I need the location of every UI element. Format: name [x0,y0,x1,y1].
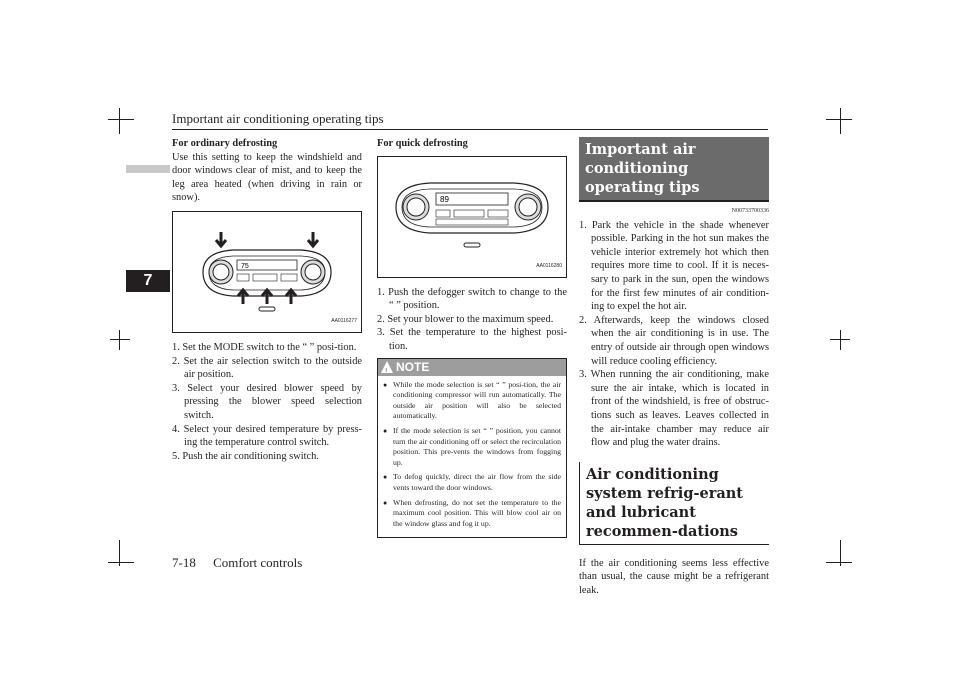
list-item: ● To defog quickly, direct the air flow from the side vents toward the door windows. [383,472,561,493]
display-temp: 89 [440,194,449,204]
warning-icon [381,361,393,373]
control-panel-figure [377,156,567,278]
running-header: Important air conditioning operating tips [172,111,384,126]
list-item: 3. When running the air conditioning, make sure the air intake, which is located in front of the windshield, is free of obstruc-tions such as leaves. Leaves collected in the air-intake chamber may reduce air flow and plug the water drains. [579,369,769,449]
steps-list [172,341,362,463]
crop-mark [840,108,841,134]
crop-mark [830,339,850,340]
list-item: 3. Select your desired blower speed by pressing the blower speed selection switch. [172,382,362,421]
column-operating-tips [579,137,769,597]
control-panel-figure [172,211,362,333]
note-header [378,359,566,376]
chapter-tab: 7 [126,270,170,292]
list-item: 4. Select your desired temperature by press-ing the temperature control switch. [172,423,362,449]
column-quick-defrosting [377,137,567,538]
climate-panel-illustration [173,212,361,332]
list-item: 2. Afterwards, keep the windows closed when the air conditioning is in use. The entry of outside air through open windows will reduce cooling efficiency. [579,314,769,367]
list-item: 1. Push the defogger switch to change to the “ ” position. [377,286,567,312]
crop-mark [119,108,120,134]
list-item: 1. Park the vehicle in the shade whenever possible. Parking in the hot sun makes the vehicle interior extremely hot which then requires more time to cool. If it is neces-sary to park in the sun, open the windows for the first few minutes of air condition-ing to expel the hot air. [579,219,769,313]
figure-code: AA0116280 [536,263,562,269]
list-item: 5. Push the air conditioning switch. [172,450,319,462]
reference-code: N00733700336 [731,208,769,214]
crop-mark [826,562,852,563]
section-title: Important air conditioning operating tips [579,137,769,202]
list-item: ● While the mode selection is set “ ” posi-tion, the air conditioning compressor will run automatically. The outside air position will also be selected automatically. [383,380,561,422]
list-item: 3. Set the temperature to the highest posi-tion. [377,327,567,352]
crop-mark [119,330,120,350]
tips-list [579,219,769,450]
crop-mark [110,339,130,340]
section-name: Comfort controls [213,555,303,570]
list-item: ● When defrosting, do not set the temperature to the maximum cool position. This will blow cool air on the window glass and fog it up. [383,498,561,530]
figure-code: AA0116277 [331,318,357,325]
crop-mark [840,330,841,350]
column-ordinary-defrosting [172,137,362,463]
list-item: 2. Set your blower to the maximum speed. [377,313,554,325]
crop-mark [826,119,852,120]
section-heading: For ordinary defrosting [172,138,278,149]
list-item: 2. Set the air selection switch to the outside air position. [172,355,362,381]
list-item: ● If the mode selection is set “ ” position, you cannot turn the air conditioning off or select the recirculation position. This pre-vents the windows from fogging up. [383,426,561,468]
page-number: 7-18 [172,555,196,570]
intro-paragraph: Use this setting to keep the windshield and door windows clear of mist, and to keep the leg area heated (when driving in rain or snow). [172,151,362,204]
body-paragraph: If the air conditioning seems less effective than usual, the cause might be a refrigerant leak. [579,557,769,596]
crop-mark [108,562,134,563]
chapter-gray-bar [126,165,170,173]
note-box [377,358,567,539]
header-rule [172,129,768,130]
display-temp: 75 [241,262,249,270]
section-title: Air conditioning system refrig-erant and lubricant recommen-dations [579,462,769,545]
note-label: NOTE [396,359,430,374]
steps-list [377,286,567,354]
climate-panel-illustration [378,157,566,277]
list-item: 1. Set the MODE switch to the “ ” posi-tion. [172,341,357,353]
note-list [378,376,566,538]
page-footer [172,555,302,571]
section-heading: For quick defrosting [377,138,468,149]
crop-mark [108,119,134,120]
